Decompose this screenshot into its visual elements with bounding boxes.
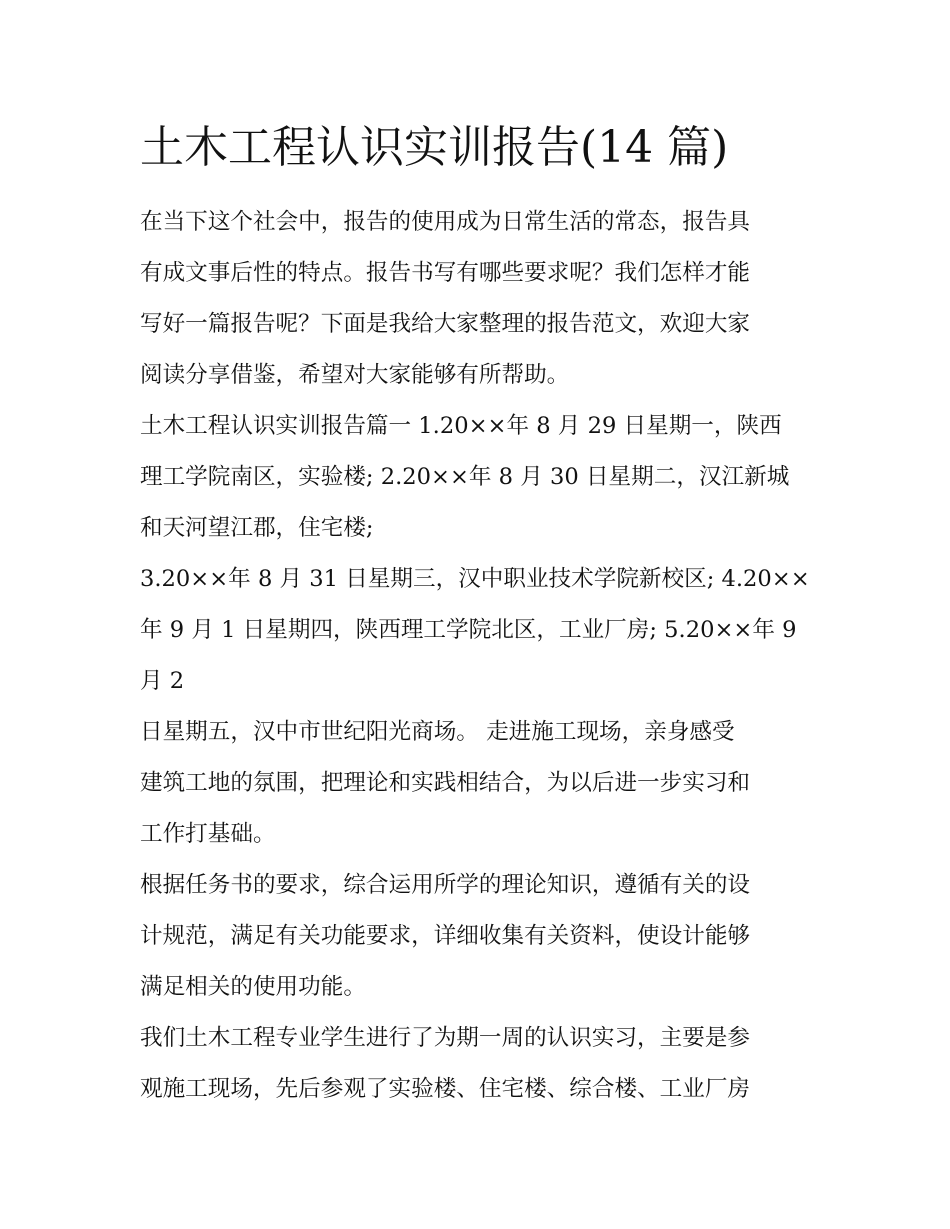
text-line: 土木工程认识实训报告篇一 1.20××年 8 月 29 日星期一，陕西 <box>140 413 782 439</box>
text-line: 建筑工地的氛围，把理论和实践相结合，为以后进一步实习和 <box>140 770 751 796</box>
text-line: 理工学院南区，实验楼; 2.20××年 8 月 30 日星期二，汉江新城 <box>140 464 790 490</box>
text-line: 写好一篇报告呢？下面是我给大家整理的报告范文，欢迎大家 <box>140 311 751 337</box>
text-line: 日星期五，汉中市世纪阳光商场。 走进施工现场，亲身感受 <box>140 719 735 745</box>
text-line: 3.20××年 8 月 31 日星期三，汉中职业技术学院新校区; 4.20×× <box>140 566 810 592</box>
text-line: 工作打基础。 <box>140 821 276 847</box>
text-line: 有成文事后性的特点。报告书写有哪些要求呢？我们怎样才能 <box>140 260 751 286</box>
document-body <box>140 197 830 1115</box>
text-line: 年 9 月 1 日星期四，陕西理工学院北区，工业厂房; 5.20××年 9 <box>140 617 797 643</box>
text-line: 和天河望江郡，住宅楼; <box>140 515 374 541</box>
text-line: 根据任务书的要求，综合运用所学的理论知识，遵循有关的设 <box>140 872 751 898</box>
text-line: 月 2 <box>140 668 185 694</box>
text-line: 阅读分享借鉴，希望对大家能够有所帮助。 <box>140 362 570 388</box>
text-line: 在当下这个社会中，报告的使用成为日常生活的常态，报告具 <box>140 209 751 235</box>
text-line: 我们土木工程专业学生进行了为期一周的认识实习，主要是参 <box>140 1025 751 1051</box>
page-title: 土木工程认识实训报告(14 篇) <box>140 122 729 173</box>
text-line: 观施工现场，先后参观了实验楼、住宅楼、综合楼、工业厂房 <box>140 1076 751 1102</box>
text-line: 满足相关的使用功能。 <box>140 974 366 1000</box>
text-line: 计规范，满足有关功能要求，详细收集有关资料，使设计能够 <box>140 923 751 949</box>
